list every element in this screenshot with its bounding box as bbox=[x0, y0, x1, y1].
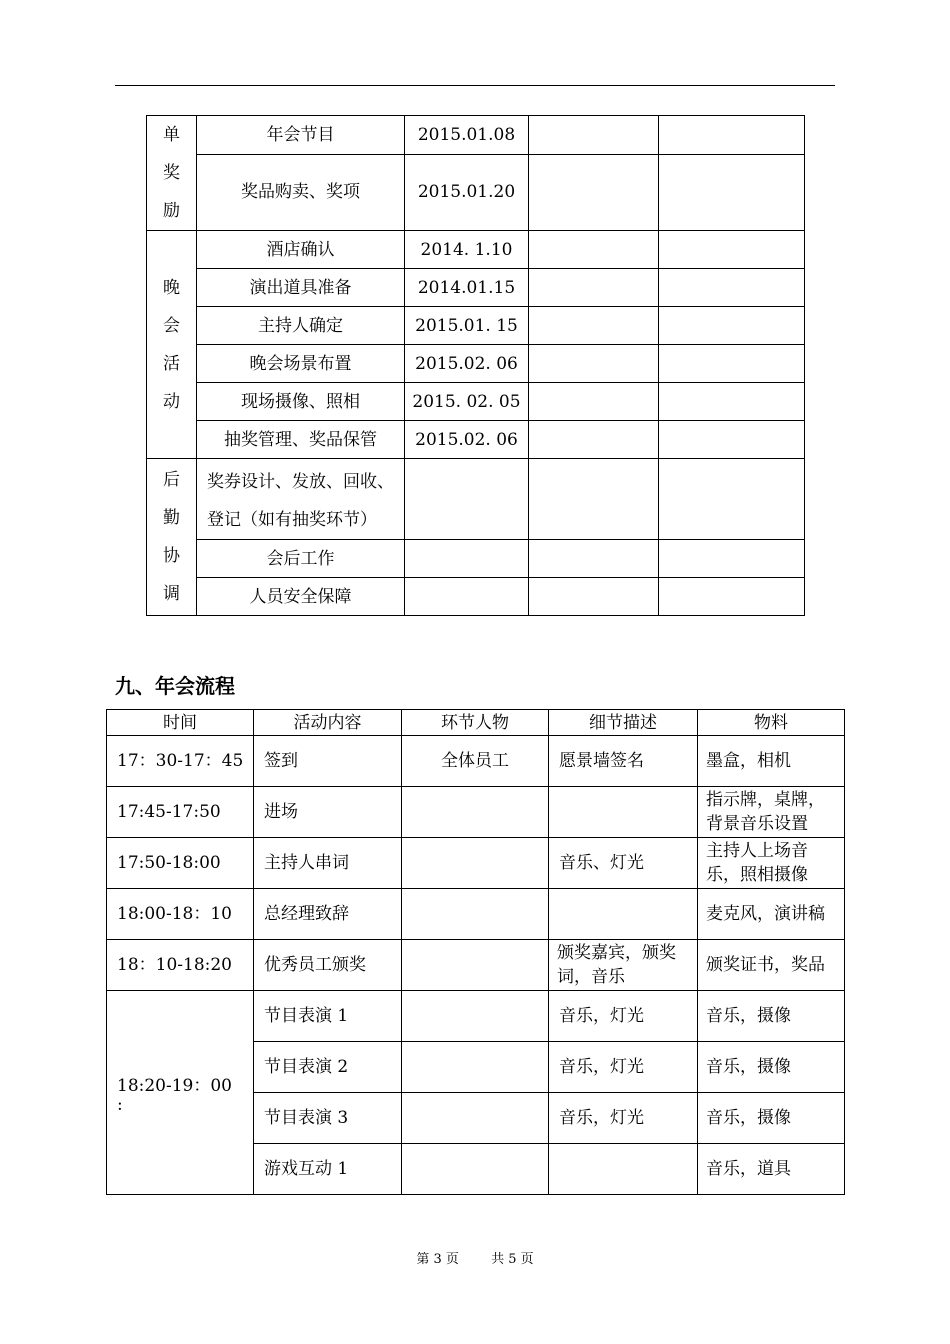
table-row bbox=[147, 459, 805, 540]
category-cell bbox=[147, 459, 197, 616]
table-row bbox=[147, 231, 805, 269]
material-cell: 音乐，摄像 bbox=[698, 991, 845, 1042]
empty-cell bbox=[659, 578, 805, 616]
task-cell: 抽奖管理、奖品保管 bbox=[197, 421, 405, 459]
time-cell: 17:45-17:50 bbox=[107, 787, 254, 838]
empty-cell bbox=[529, 269, 659, 307]
table-row bbox=[107, 736, 845, 787]
empty-cell bbox=[529, 154, 659, 230]
task-cell: 主持人确定 bbox=[197, 307, 405, 345]
activity-cell: 优秀员工颁奖 bbox=[254, 940, 402, 991]
activity-cell: 节目表演 3 bbox=[254, 1093, 402, 1144]
empty-cell bbox=[659, 459, 805, 540]
table-row bbox=[147, 269, 805, 307]
task-cell: 演出道具准备 bbox=[197, 269, 405, 307]
category-cell bbox=[147, 231, 197, 459]
date-cell: 2015.02. 06 bbox=[405, 421, 529, 459]
detail-cell: 音乐，灯光 bbox=[549, 1042, 698, 1093]
activity-cell: 签到 bbox=[254, 736, 402, 787]
task-cell: 晚会场景布置 bbox=[197, 345, 405, 383]
date-cell: 2015.01.20 bbox=[405, 154, 529, 230]
material-cell: 音乐，摄像 bbox=[698, 1093, 845, 1144]
empty-cell bbox=[659, 116, 805, 155]
detail-cell bbox=[549, 889, 698, 940]
material-cell: 墨盒，相机 bbox=[698, 736, 845, 787]
date-cell: 2014. 1.10 bbox=[405, 231, 529, 269]
table-row bbox=[107, 991, 845, 1042]
people-cell bbox=[402, 1144, 549, 1195]
column-header: 时间 bbox=[107, 710, 254, 736]
date-cell bbox=[405, 578, 529, 616]
people-cell bbox=[402, 787, 549, 838]
date-cell: 2015. 02. 05 bbox=[405, 383, 529, 421]
empty-cell bbox=[529, 231, 659, 269]
material-cell: 颁奖证书，奖品 bbox=[698, 940, 845, 991]
time-cell: 17：30-17：45 bbox=[107, 736, 254, 787]
category-label: 晚会活动 bbox=[163, 277, 180, 412]
table-row bbox=[147, 421, 805, 459]
table-row bbox=[147, 307, 805, 345]
flow-table bbox=[106, 709, 845, 1195]
date-cell: 2015.01. 15 bbox=[405, 307, 529, 345]
detail-cell: 颁奖嘉宾，颁奖词，音乐 bbox=[549, 940, 698, 991]
detail-cell: 音乐，灯光 bbox=[549, 991, 698, 1042]
material-cell: 音乐，道具 bbox=[698, 1144, 845, 1195]
empty-cell bbox=[529, 345, 659, 383]
empty-cell bbox=[529, 459, 659, 540]
empty-cell bbox=[659, 154, 805, 230]
category-cell bbox=[147, 116, 197, 231]
time-cell: 18：10-18:20 bbox=[107, 940, 254, 991]
task-cell: 年会节目 bbox=[197, 116, 405, 155]
people-cell bbox=[402, 940, 549, 991]
column-header: 物料 bbox=[698, 710, 845, 736]
detail-cell: 音乐、灯光 bbox=[549, 838, 698, 889]
activity-cell: 总经理致辞 bbox=[254, 889, 402, 940]
empty-cell bbox=[529, 578, 659, 616]
empty-cell bbox=[659, 269, 805, 307]
date-cell: 2015.01.08 bbox=[405, 116, 529, 155]
detail-cell bbox=[549, 1144, 698, 1195]
detail-cell: 愿景墙签名 bbox=[549, 736, 698, 787]
merged-time-suffix: : bbox=[117, 1094, 123, 1115]
people-cell bbox=[402, 1093, 549, 1144]
table-row bbox=[107, 838, 845, 889]
table-row bbox=[147, 383, 805, 421]
table-row bbox=[107, 940, 845, 991]
table-row bbox=[147, 116, 805, 155]
time-cell: 18:00-18：10 bbox=[107, 889, 254, 940]
time-cell: 17:50-18:00 bbox=[107, 838, 254, 889]
people-cell: 全体员工 bbox=[402, 736, 549, 787]
table-row bbox=[147, 345, 805, 383]
detail-cell: 音乐，灯光 bbox=[549, 1093, 698, 1144]
task-cell: 酒店确认 bbox=[197, 231, 405, 269]
activity-cell: 进场 bbox=[254, 787, 402, 838]
activity-cell: 节目表演 2 bbox=[254, 1042, 402, 1093]
empty-cell bbox=[529, 540, 659, 578]
task-cell: 奖品购卖、奖项 bbox=[197, 154, 405, 230]
table-header-row bbox=[107, 710, 845, 736]
material-cell: 主持人上场音乐，照相摄像 bbox=[698, 838, 845, 889]
detail-cell bbox=[549, 787, 698, 838]
material-cell: 麦克风，演讲稿 bbox=[698, 889, 845, 940]
empty-cell bbox=[529, 116, 659, 155]
table-row bbox=[147, 540, 805, 578]
empty-cell bbox=[529, 307, 659, 345]
task-cell: 现场摄像、照相 bbox=[197, 383, 405, 421]
empty-cell bbox=[659, 421, 805, 459]
page-number: 第 3 页 bbox=[416, 1252, 459, 1267]
empty-cell bbox=[659, 383, 805, 421]
table-row bbox=[147, 578, 805, 616]
table-row bbox=[107, 787, 845, 838]
empty-cell bbox=[659, 231, 805, 269]
activity-cell: 游戏互动 1 bbox=[254, 1144, 402, 1195]
material-cell: 音乐，摄像 bbox=[698, 1042, 845, 1093]
empty-cell bbox=[659, 540, 805, 578]
people-cell bbox=[402, 991, 549, 1042]
people-cell bbox=[402, 1042, 549, 1093]
material-cell: 指示牌，桌牌，背景音乐设置 bbox=[698, 787, 845, 838]
empty-cell bbox=[659, 345, 805, 383]
schedule-table bbox=[146, 115, 805, 616]
task-cell: 奖券设计、发放、回收、登记（如有抽奖环节） bbox=[197, 459, 405, 540]
column-header: 活动内容 bbox=[254, 710, 402, 736]
category-label: 单奖励 bbox=[163, 125, 180, 221]
people-cell bbox=[402, 838, 549, 889]
date-cell: 2014.01.15 bbox=[405, 269, 529, 307]
people-cell bbox=[402, 889, 549, 940]
empty-cell bbox=[659, 307, 805, 345]
task-cell: 人员安全保障 bbox=[197, 578, 405, 616]
page-footer bbox=[0, 1248, 950, 1267]
date-cell bbox=[405, 540, 529, 578]
empty-cell bbox=[529, 383, 659, 421]
date-cell bbox=[405, 459, 529, 540]
table-row bbox=[107, 889, 845, 940]
empty-cell bbox=[529, 421, 659, 459]
section-title: 九、年会流程 bbox=[115, 674, 235, 698]
column-header: 细节描述 bbox=[549, 710, 698, 736]
task-cell: 会后工作 bbox=[197, 540, 405, 578]
category-label: 后勤协调 bbox=[163, 470, 180, 604]
table-row bbox=[147, 154, 805, 230]
page-total: 共 5 页 bbox=[491, 1252, 534, 1267]
merged-time-cell bbox=[107, 991, 254, 1195]
activity-cell: 节目表演 1 bbox=[254, 991, 402, 1042]
merged-time: 18:20-19：00 bbox=[117, 1075, 232, 1096]
header-rule bbox=[115, 85, 835, 86]
column-header: 环节人物 bbox=[402, 710, 549, 736]
activity-cell: 主持人串词 bbox=[254, 838, 402, 889]
date-cell: 2015.02. 06 bbox=[405, 345, 529, 383]
